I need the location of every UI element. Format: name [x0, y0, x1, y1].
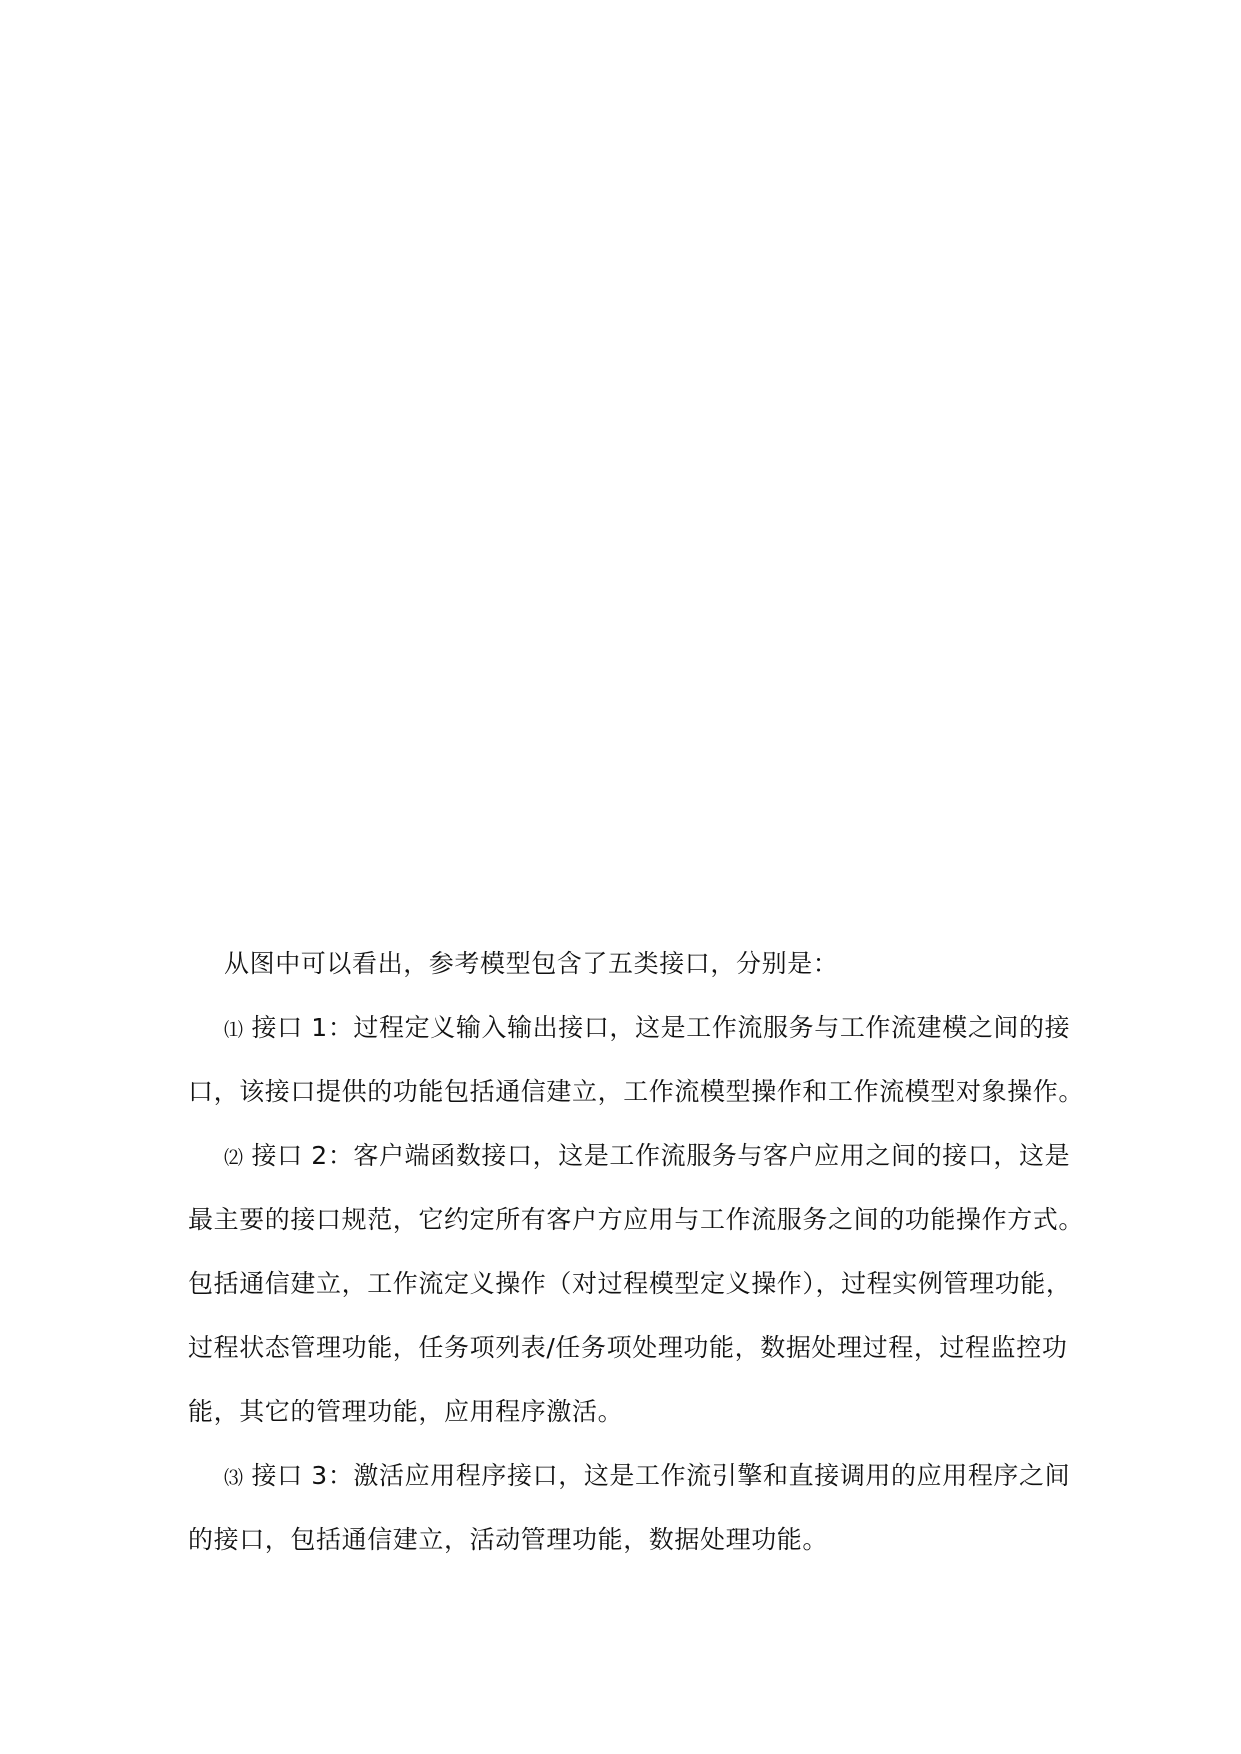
interface-1-text-2: 口，该接口提供的功能包括通信建立，工作流模型操作和工作流模型对象操作。 — [188, 1077, 1085, 1106]
interface-1-line-2 — [188, 1060, 1085, 1124]
list-marker-3: ⑶ — [224, 1467, 244, 1489]
interface-3-line-1 — [188, 1444, 1071, 1508]
interface-2-line-5 — [188, 1380, 1058, 1444]
interface-2-text-4: 过程状态管理功能，任务项列表/任务项处理功能，数据处理过程，过程监控功 — [188, 1333, 1068, 1362]
paragraph-intro-text: 从图中可以看出，参考模型包含了五类接口，分别是： — [224, 949, 839, 978]
body-text — [188, 932, 1085, 1572]
interface-1-text-1: 接口 1：过程定义输入输出接口，这是工作流服务与工作流建模之间的接 — [243, 1013, 1071, 1042]
list-marker-2: ⑵ — [224, 1147, 244, 1169]
paragraph-intro-line-1 — [188, 932, 1058, 996]
interface-2-line-3 — [188, 1252, 1072, 1316]
interface-2-line-4 — [188, 1316, 1068, 1380]
interface-2-line-2 — [188, 1188, 1085, 1252]
interface-2-text-5: 能，其它的管理功能，应用程序激活。 — [188, 1397, 624, 1426]
interface-2-text-1: 接口 2：客户端函数接口，这是工作流服务与客户应用之间的接口，这是 — [243, 1141, 1071, 1170]
interface-3-line-2 — [188, 1508, 1058, 1572]
interface-1-line-1 — [188, 996, 1071, 1060]
interface-2-text-3: 包括通信建立，工作流定义操作（对过程模型定义操作），过程实例管理功能， — [188, 1269, 1072, 1298]
interface-3-text-1: 接口 3：激活应用程序接口，这是工作流引擎和直接调用的应用程序之间 — [243, 1461, 1071, 1490]
interface-2-text-2: 最主要的接口规范，它约定所有客户方应用与工作流服务之间的功能操作方式。 — [188, 1205, 1085, 1234]
interface-3-text-2: 的接口，包括通信建立，活动管理功能，数据处理功能。 — [188, 1525, 829, 1554]
interface-2-line-1 — [188, 1124, 1071, 1188]
list-marker-1: ⑴ — [224, 1019, 244, 1041]
